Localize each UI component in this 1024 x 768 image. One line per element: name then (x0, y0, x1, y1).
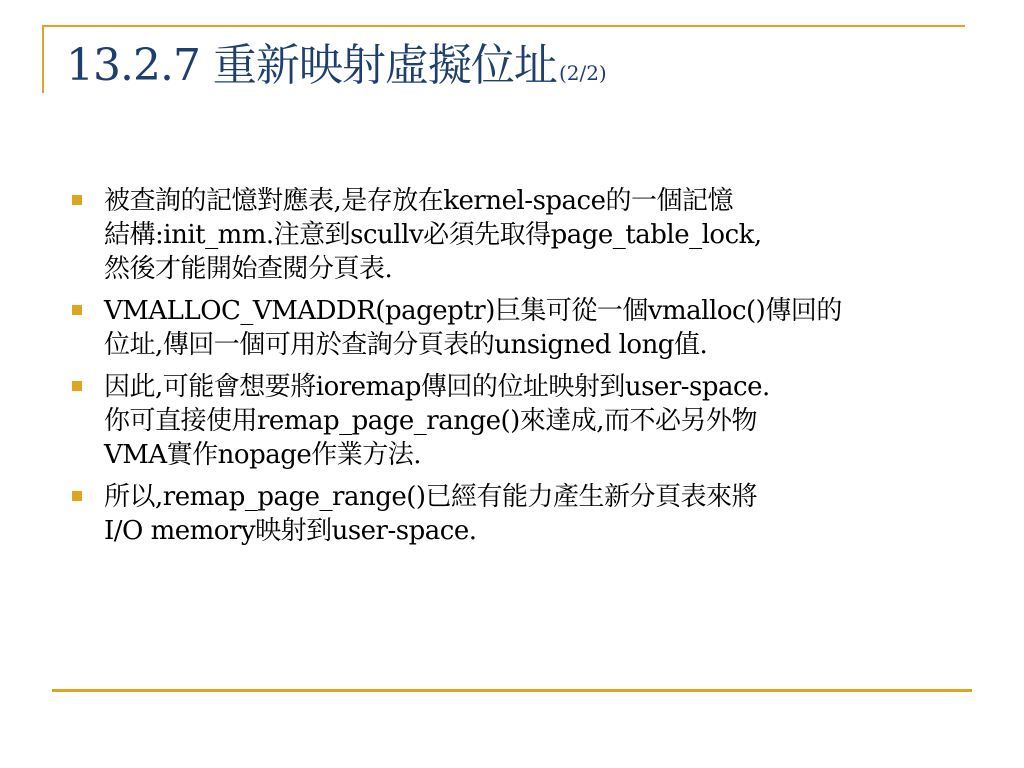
bullet-text-line: 結構:init_mm.注意到scullv必須先取得page_table_lock, (104, 220, 762, 250)
bullet-list (72, 184, 972, 556)
bullet-item (72, 370, 972, 472)
bullet-item (72, 294, 972, 362)
bullet-text-line: VMALLOC_VMADDR(pageptr)巨集可從一個vmalloc()傳回的 (104, 296, 842, 326)
bullet-text-line: 因此,可能會想要將ioremap傳回的位址映射到user-space. (104, 372, 770, 402)
bullet-text-line: 所以,remap_page_range()已經有能力產生新分頁表來將 (104, 482, 758, 512)
square-bullet-icon (72, 381, 82, 391)
slide-title (66, 40, 607, 91)
bullet-item (72, 480, 972, 548)
slide-title-text: 13.2.7 重新映射虛擬位址 (66, 40, 557, 91)
square-bullet-icon (72, 195, 82, 205)
square-bullet-icon (72, 491, 82, 501)
bullet-text-line: 然後才能開始查閱分頁表. (104, 254, 393, 284)
title-accent-vertical-rule (42, 25, 44, 93)
bullet-text-line: 位址,傳回一個可用於查詢分頁表的unsigned long值. (104, 330, 708, 360)
bullet-text-line: 被查詢的記憶對應表,是存放在kernel-space的一個記憶 (104, 186, 734, 216)
bullet-text-line: I/O memory映射到user-space. (104, 516, 477, 546)
bullet-text-line: 你可直接使用remap_page_range()來達成,而不必另外物 (104, 406, 758, 436)
bullet-item (72, 184, 972, 286)
square-bullet-icon (72, 305, 82, 315)
footer-accent-rule (52, 689, 972, 692)
bullet-text-line: VMA實作nopage作業方法. (104, 440, 422, 470)
title-accent-horizontal-rule (42, 25, 965, 27)
slide-title-page-indicator: (2/2) (558, 61, 607, 85)
